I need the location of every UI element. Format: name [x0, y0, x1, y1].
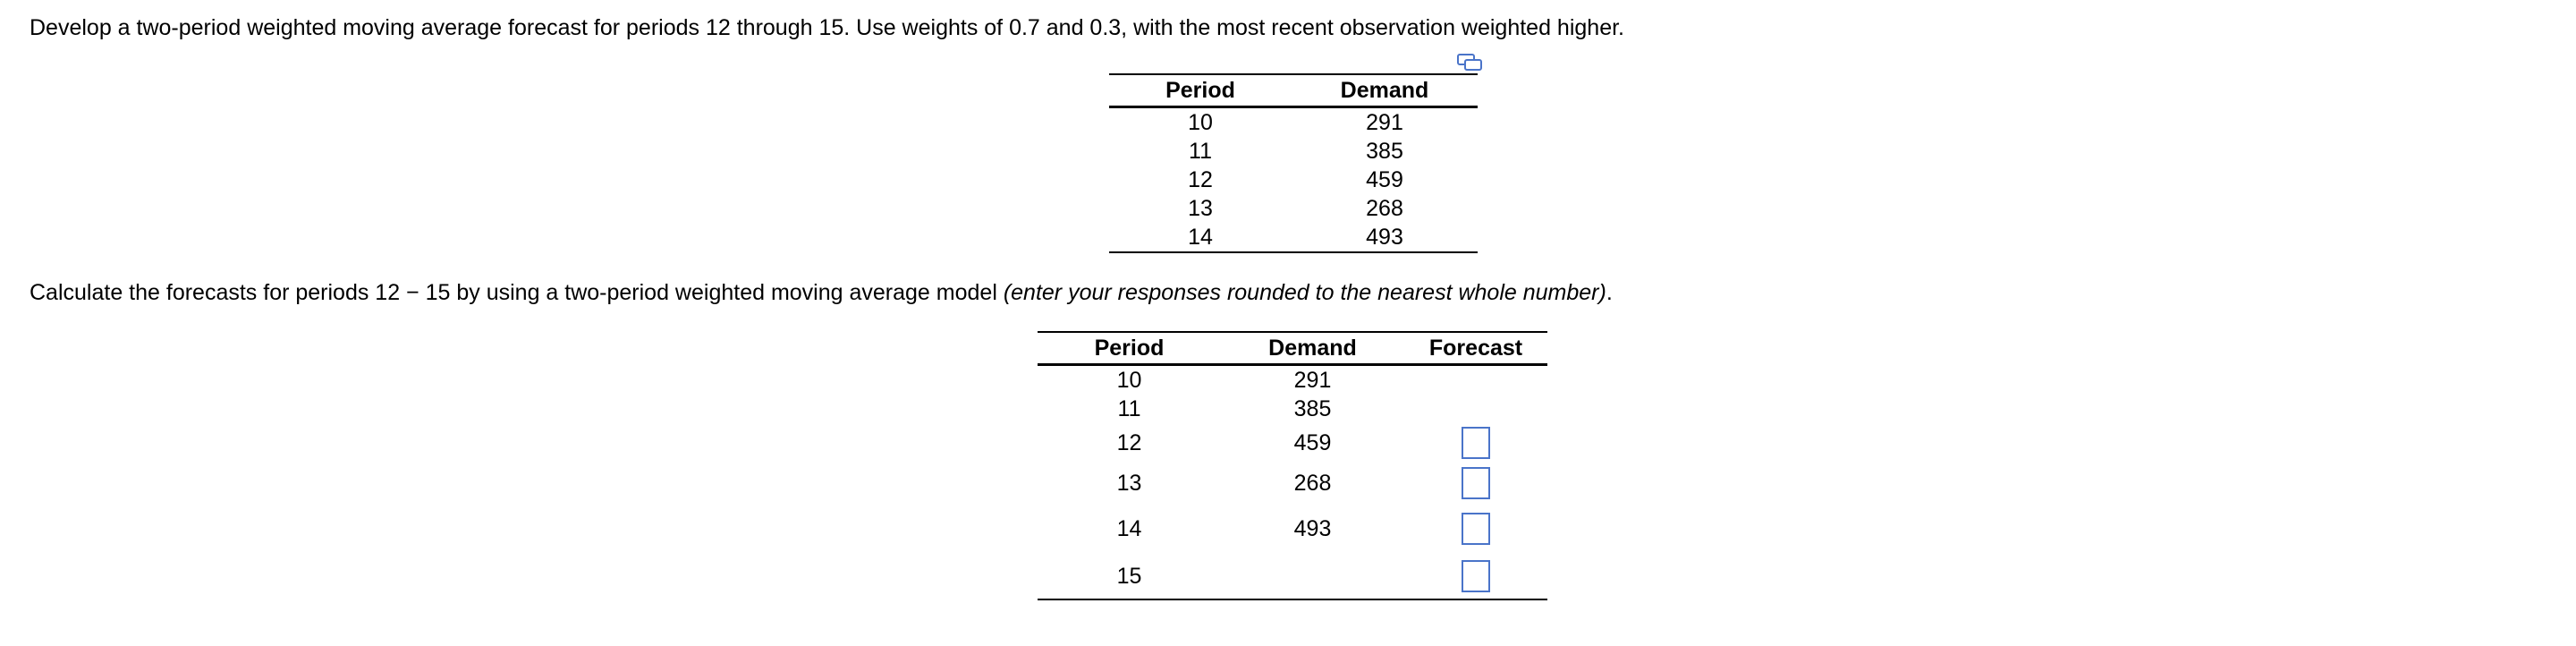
table-row — [1038, 423, 1547, 463]
demand-cell: 385 — [1293, 395, 1332, 421]
question-prompt: Develop a two-period weighted moving average forecast for periods 12 through 15. Use weights of 0.7 and 0.3, with the most recent observation weighted higher. — [30, 15, 1624, 40]
demand-cell: 268 — [1366, 196, 1403, 221]
demand-cell: 493 — [1366, 225, 1403, 250]
column-header-period: Period — [1109, 74, 1292, 107]
forecast-cell — [1404, 365, 1547, 395]
period-cell: 14 — [1116, 515, 1142, 541]
forecast-input-period-12[interactable] — [1462, 427, 1490, 459]
period-cell: 13 — [1116, 470, 1142, 496]
period-cell: 13 — [1188, 196, 1213, 221]
forecast-input-period-13[interactable] — [1462, 467, 1490, 499]
period-cell: 12 — [1116, 429, 1142, 455]
forecast-cell — [1404, 395, 1547, 423]
demand-cell: 268 — [1293, 470, 1332, 496]
table-row — [1109, 166, 1478, 194]
forecast-cell — [1404, 423, 1547, 463]
forecast-cell — [1404, 463, 1547, 504]
forecast-input-period-15[interactable] — [1462, 560, 1490, 592]
table-row — [1109, 107, 1478, 138]
demand-cell: 459 — [1366, 167, 1403, 192]
instruction-end: . — [1606, 280, 1613, 305]
table-row — [1038, 463, 1547, 504]
forecast-answer-table — [1038, 331, 1547, 600]
demand-cell: 291 — [1293, 367, 1332, 393]
demand-cell — [1221, 554, 1404, 599]
instruction-italic: (enter your responses rounded to the nearest whole number) — [1003, 280, 1606, 305]
instruction-text — [30, 277, 1613, 308]
period-cell: 12 — [1188, 167, 1213, 192]
column-header-demand: Demand — [1221, 332, 1404, 365]
period-cell: 10 — [1116, 367, 1142, 393]
table-row — [1038, 395, 1547, 423]
instruction-main: Calculate the forecasts for periods 12 − 15 by using a two-period weighted moving average model — [30, 280, 1004, 305]
forecast-input-period-14[interactable] — [1462, 513, 1490, 545]
demand-cell: 459 — [1293, 429, 1332, 455]
table-row — [1038, 554, 1547, 599]
demand-cell: 385 — [1366, 139, 1403, 164]
table-row — [1038, 504, 1547, 554]
period-cell: 11 — [1189, 139, 1212, 164]
table-row — [1109, 194, 1478, 223]
period-cell: 10 — [1188, 110, 1213, 135]
demand-cell: 291 — [1366, 110, 1403, 135]
forecast-cell — [1404, 554, 1547, 599]
forecast-cell — [1404, 504, 1547, 554]
period-cell: 15 — [1116, 563, 1142, 589]
demand-cell: 493 — [1293, 515, 1332, 541]
table-row — [1109, 223, 1478, 252]
column-header-forecast: Forecast — [1404, 332, 1547, 365]
column-header-period: Period — [1038, 332, 1221, 365]
demand-data-table — [1109, 73, 1478, 253]
copy-data-icon[interactable] — [1456, 52, 1483, 72]
table-row — [1038, 365, 1547, 395]
column-header-demand: Demand — [1292, 74, 1478, 107]
table-row — [1109, 137, 1478, 166]
period-cell: 11 — [1117, 395, 1141, 421]
period-cell: 14 — [1188, 225, 1213, 250]
